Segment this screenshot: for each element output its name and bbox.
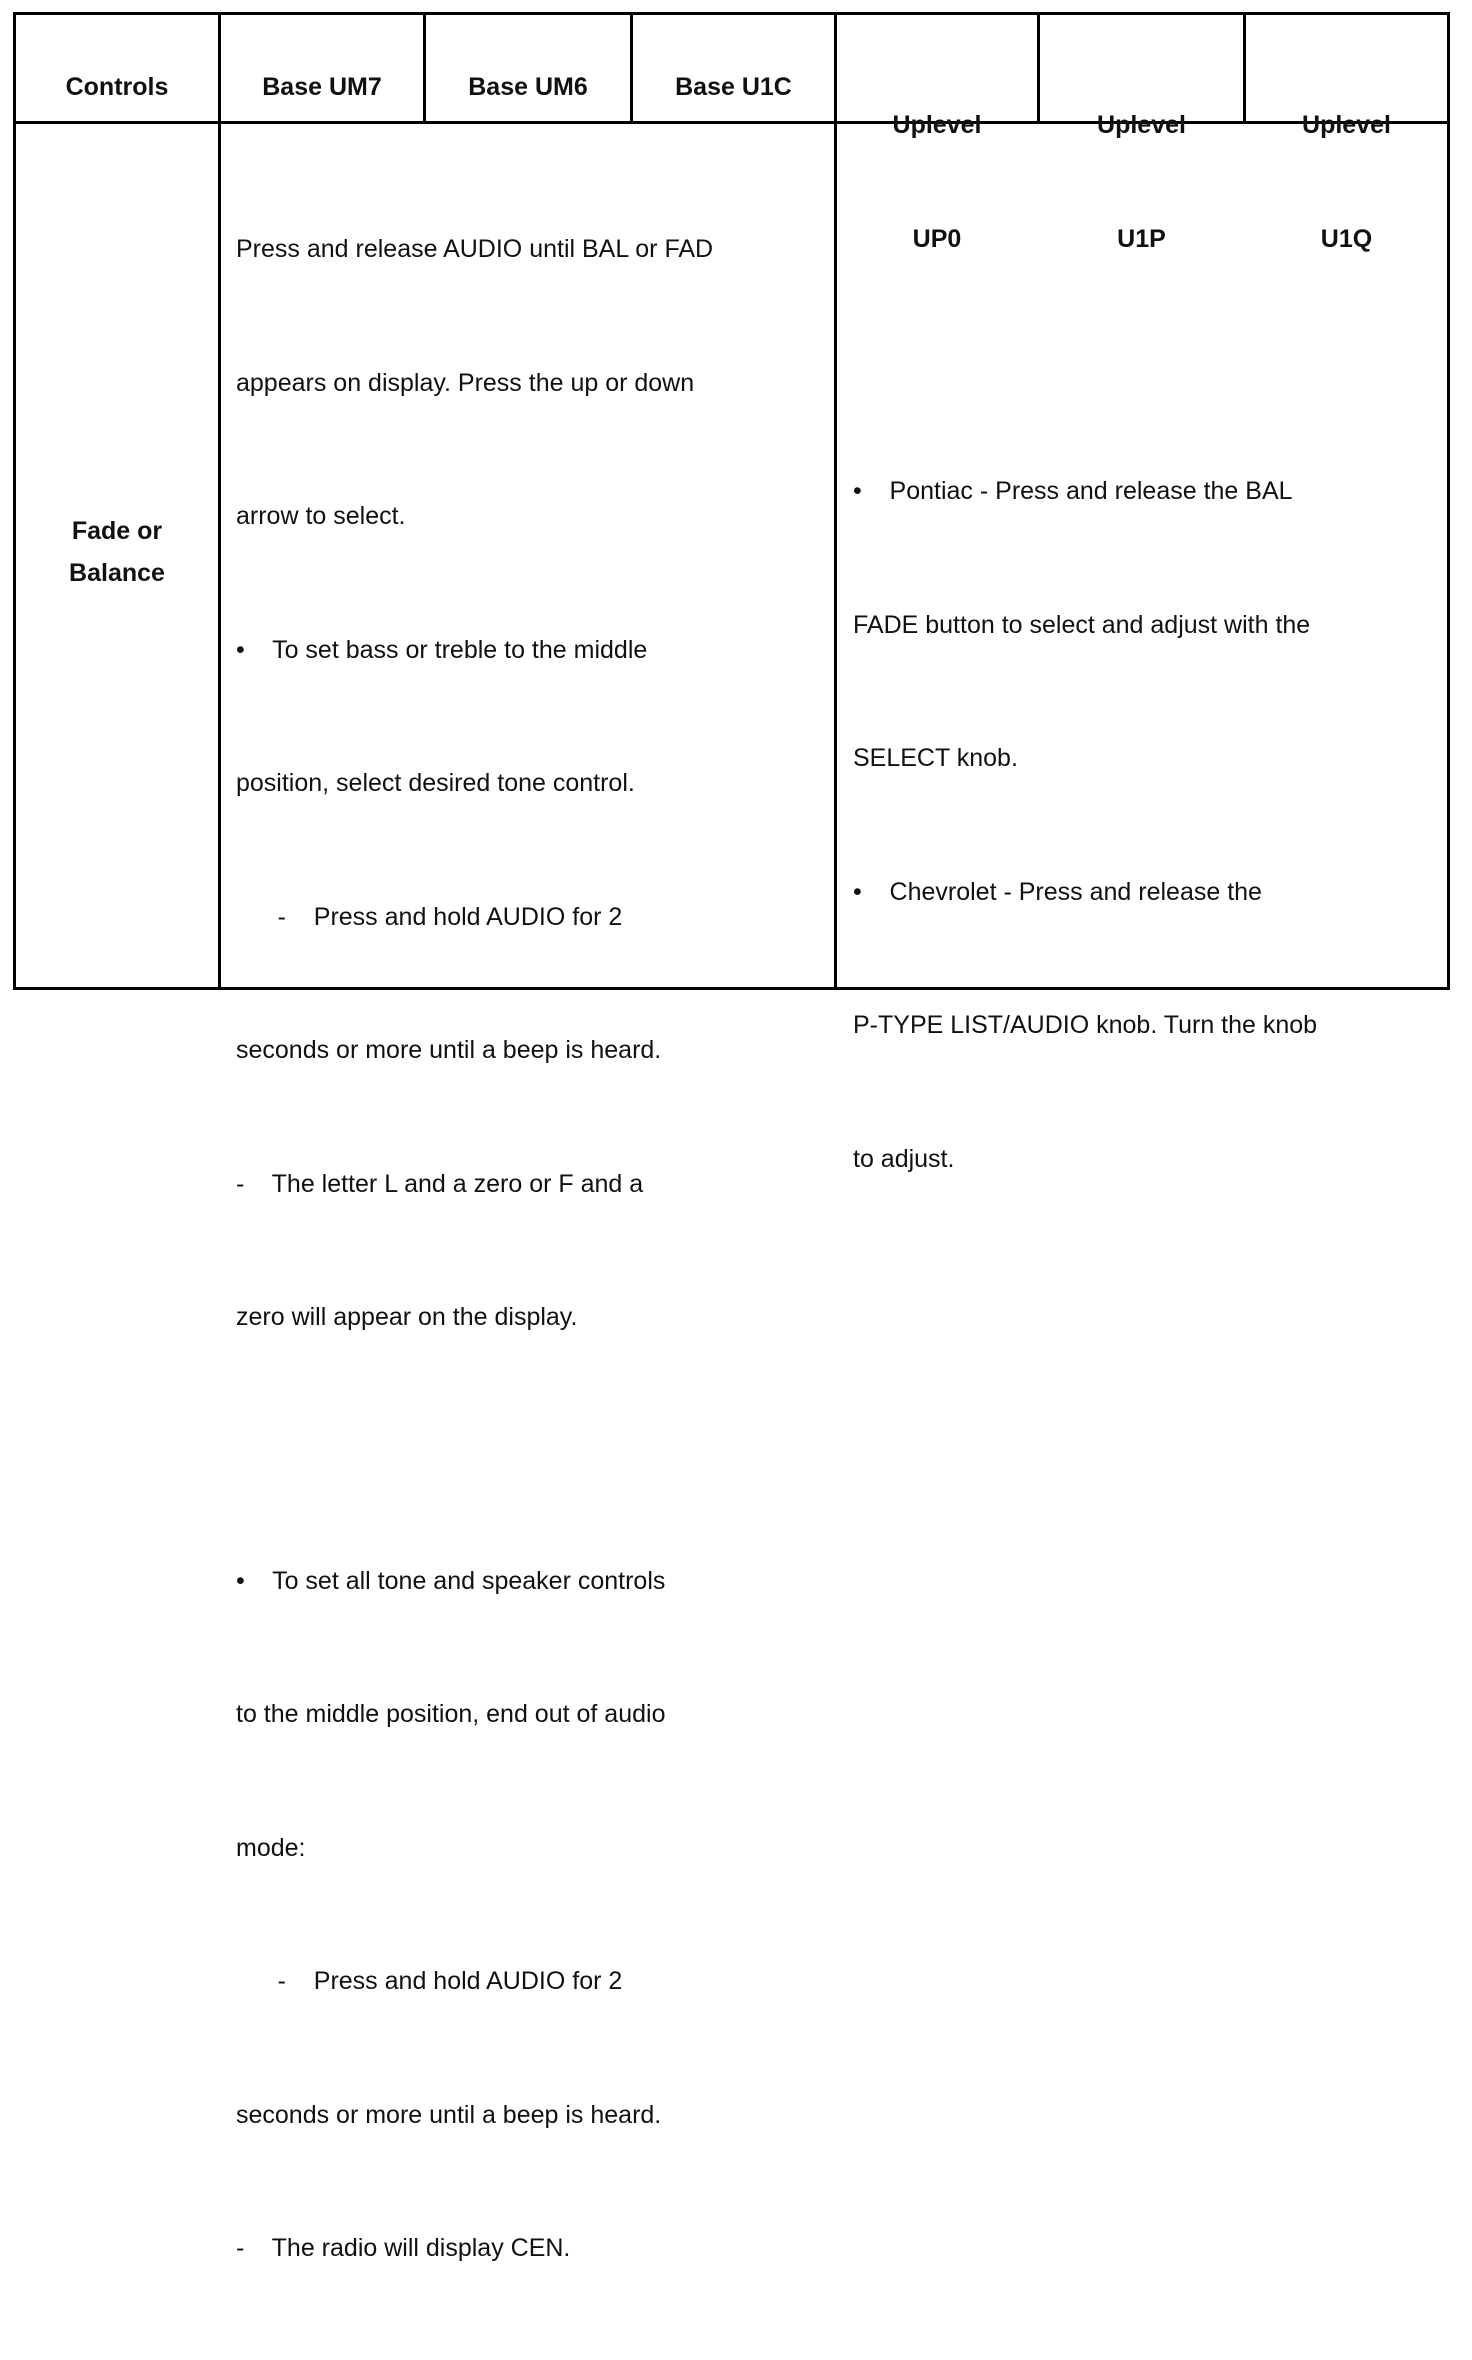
row-label-line: Balance	[69, 559, 165, 587]
instruction-line: position, select desired tone control.	[236, 769, 635, 797]
instruction-line: appears on display. Press the up or down	[236, 368, 695, 397]
row-label-fade-balance	[16, 510, 218, 594]
header-uplevel-u1q	[1246, 30, 1447, 334]
table-left-border	[13, 12, 16, 990]
header-line: UP0	[912, 225, 962, 253]
instruction-line: - Press and hold AUDIO for 2	[236, 1967, 623, 1995]
instruction-line: • Pontiac - Press and release the BAL	[853, 477, 1293, 505]
header-line: Uplevel	[892, 111, 982, 139]
instruction-line: zero will appear on the display.	[236, 1303, 578, 1331]
header-line: U1P	[1117, 225, 1166, 253]
uplevel-instructions	[853, 380, 1317, 1270]
instruction-line: • To set bass or treble to the middle	[236, 635, 648, 664]
header-base-u1c: Base U1C	[675, 73, 792, 101]
row-label-line: Fade or	[71, 517, 163, 545]
instruction-line: to the middle position, end out of audio	[236, 1700, 666, 1728]
blank-line	[236, 1429, 713, 1470]
instruction-line: • To set all tone and speaker controls	[236, 1566, 666, 1595]
column-divider	[218, 12, 221, 990]
header-base-um6: Base UM6	[468, 73, 588, 101]
instruction-line: mode:	[236, 1833, 306, 1862]
header-base-um7: Base UM7	[262, 73, 382, 101]
instruction-line: Press and release AUDIO until BAL or FAD	[236, 235, 714, 263]
instruction-line: - The radio will display CEN.	[236, 2234, 571, 2262]
header-line: U1Q	[1320, 225, 1373, 253]
instruction-line: FADE button to select and adjust with the	[853, 610, 1311, 639]
instruction-line: to adjust.	[853, 1144, 955, 1173]
header-line: Uplevel	[1097, 111, 1186, 139]
instruction-line: - The letter L and a zero or F and a	[236, 1169, 644, 1198]
base-instructions	[236, 138, 713, 2360]
table-top-border	[13, 12, 1450, 15]
header-uplevel-u1p	[1040, 30, 1243, 334]
instruction-line: P-TYPE LIST/AUDIO knob. Turn the knob	[853, 1011, 1318, 1039]
instruction-line: seconds or more until a beep is heard.	[236, 1036, 662, 1064]
instruction-line: - Press and hold AUDIO for 2	[236, 902, 623, 931]
instruction-line: SELECT knob.	[853, 744, 1018, 772]
header-line: Uplevel	[1302, 111, 1391, 139]
header-controls: Controls	[65, 73, 169, 101]
instruction-line: seconds or more until a beep is heard.	[236, 2100, 662, 2129]
instruction-line: • Chevrolet - Press and release the	[853, 877, 1262, 906]
table-right-border	[1447, 12, 1450, 990]
instruction-line: arrow to select.	[236, 502, 406, 530]
controls-table	[13, 12, 1450, 2262]
header-uplevel-up0	[837, 30, 1037, 334]
